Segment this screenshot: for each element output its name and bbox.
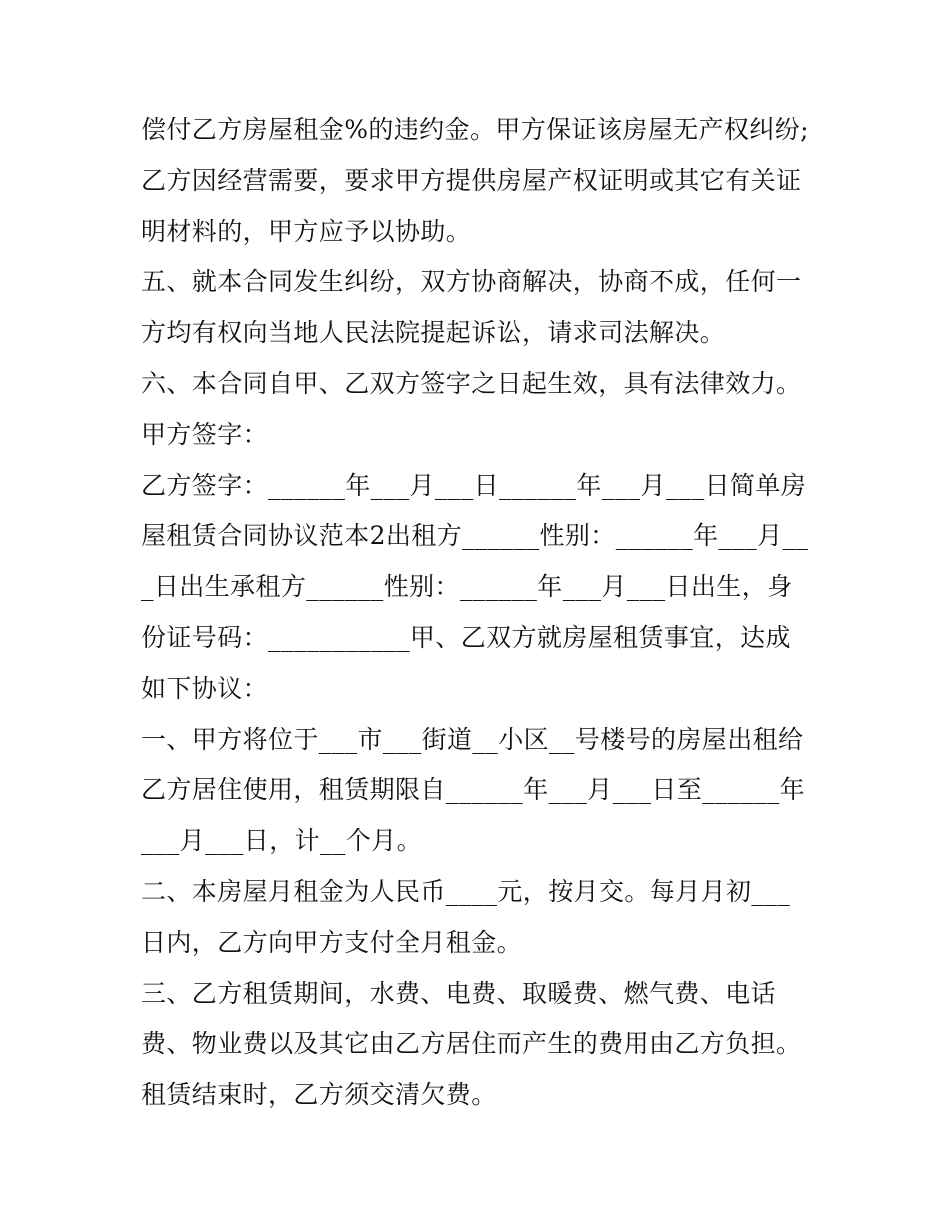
document-body bbox=[141, 105, 811, 1121]
paragraph-7: 二、本房屋月租金为人民币____元，按月交。每月月初___日内，乙方向甲方支付全月租金。 bbox=[141, 876, 791, 957]
paragraph-6: 一、甲方将位于___市___街道__小区__号楼号的房屋出租给乙方居住使用，租赁期限自______年___月___日至______年___月___日，计__个月。 bbox=[141, 724, 806, 856]
paragraph-2: 乙方因经营需要，要求甲方提供房屋产权证明或其它有关证明材料的，甲方应予以协助。 bbox=[141, 165, 802, 246]
paragraph-8: 三、乙方租赁期间，水费、电费、取暖费、燃气费、电话费、物业费以及其它由乙方居住而产生的费用由乙方负担。租赁结束时，乙方须交清欠费。 bbox=[141, 978, 802, 1110]
paragraph-5: 乙方签字：______年___月___日______年___月___日简单房屋租赁合同协议范本2出租方______性别：______年___月___日出生承租方______性别：______年___月___日出生，身份证号码：___________甲、乙双方就房屋租赁事宜，达成如下协议： bbox=[141, 470, 809, 703]
paragraph-3: 五、就本合同发生纠纷，双方协商解决，协商不成，任何一方均有权向当地人民法院提起诉讼，请求司法解决。 bbox=[141, 267, 802, 348]
paragraph-1: 偿付乙方房屋租金%的违约金。甲方保证该房屋无产权纠纷; bbox=[141, 115, 809, 144]
paragraph-4: 六、本合同自甲、乙双方签字之日起生效，具有法律效力。甲方签字： bbox=[141, 368, 802, 449]
